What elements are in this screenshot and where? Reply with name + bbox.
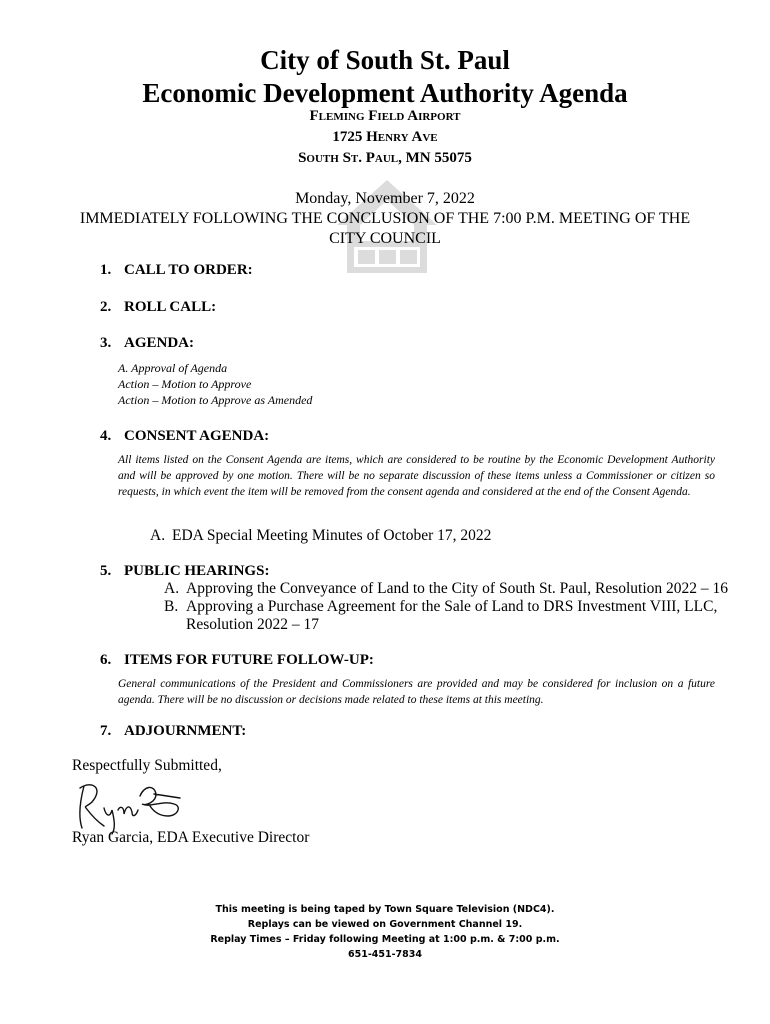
approval-of-agenda: A. Approval of Agenda	[118, 361, 228, 375]
item-number: 3.	[100, 335, 112, 351]
footer-replay-channel: Replays can be viewed on Government Channel 19.	[247, 919, 523, 930]
agenda-item-future-follow-up	[100, 652, 374, 669]
respectfully-submitted: Respectfully Submitted,	[72, 757, 222, 774]
agenda-title-line1: City of South St. Paul	[260, 45, 510, 75]
agenda-item-consent-agenda	[100, 428, 269, 445]
item-number: 2.	[100, 299, 112, 315]
action-motion-approve: Action – Motion to Approve	[118, 377, 252, 391]
footer-taping-notice: This meeting is being taped by Town Square Television (NDC4).	[215, 904, 555, 915]
item-label: ADJOURNMENT:	[124, 723, 247, 739]
consent-item-a-letter: A.	[150, 527, 166, 544]
meeting-timing-line2: CITY COUNCIL	[329, 230, 441, 247]
consent-item-a-text: EDA Special Meeting Minutes of October 17, 2022	[172, 527, 492, 544]
meeting-timing-line1: IMMEDIATELY FOLLOWING THE CONCLUSION OF THE 7:00 P.M. MEETING OF THE	[79, 210, 691, 227]
item-label: PUBLIC HEARINGS:	[124, 563, 270, 579]
hearing-a-letter: A.	[164, 580, 180, 597]
consent-agenda-description: All items listed on the Consent Agenda are items, which are considered to be routine by the Economic Development Authority and will be approved by one motion. There will be no separate discussion of these items unless a Commissioner or citizen so requests, in which event the item will be removed from the consent agenda and considered at the end of the Consent Agenda.	[118, 454, 715, 498]
item-label: ROLL CALL:	[124, 299, 217, 315]
agenda-item-roll-call	[100, 299, 216, 316]
item-number: 1.	[100, 262, 112, 278]
item-label: ITEMS FOR FUTURE FOLLOW-UP:	[124, 652, 374, 668]
address-line3: South St. Paul, MN 55075	[298, 150, 472, 166]
address-line1: Fleming Field Airport	[309, 108, 461, 124]
agenda-item-public-hearings	[100, 563, 269, 580]
action-motion-approve-amended: Action – Motion to Approve as Amended	[118, 393, 313, 407]
signer-name: Ryan Garcia, EDA Executive Director	[72, 829, 310, 846]
agenda-item-agenda	[100, 335, 194, 352]
hearing-b-text-line2: Resolution 2022 – 17	[186, 616, 320, 633]
footer-phone: 651-451-7834	[348, 949, 422, 960]
signature-image	[70, 776, 190, 836]
item-number: 7.	[100, 723, 112, 739]
item-label: CONSENT AGENDA:	[124, 428, 270, 444]
item-label: CALL TO ORDER:	[124, 262, 253, 278]
address-line2: 1725 Henry Ave	[332, 129, 438, 145]
agenda-item-call-to-order	[100, 262, 253, 279]
future-follow-up-description: General communications of the President and Commissioners are provided and may be considered for inclusion on a future agenda. There will be no discussion or decisions made related to these items at this meeting.	[118, 678, 715, 706]
footer-replay-times: Replay Times – Friday following Meeting at 1:00 p.m. & 7:00 p.m.	[210, 934, 560, 945]
item-number: 6.	[100, 652, 112, 668]
hearing-a-text: Approving the Conveyance of Land to the City of South St. Paul, Resolution 2022 – 16	[186, 580, 729, 597]
agenda-title-line2: Economic Development Authority Agenda	[142, 78, 628, 108]
item-number: 4.	[100, 428, 112, 444]
meeting-date: Monday, November 7, 2022	[295, 190, 475, 207]
item-label: AGENDA:	[124, 335, 194, 351]
agenda-item-adjournment	[100, 723, 246, 740]
hearing-b-letter: B.	[164, 598, 179, 615]
hearing-b-text-line1: Approving a Purchase Agreement for the Sale of Land to DRS Investment VIII, LLC,	[186, 598, 718, 615]
item-number: 5.	[100, 563, 112, 579]
